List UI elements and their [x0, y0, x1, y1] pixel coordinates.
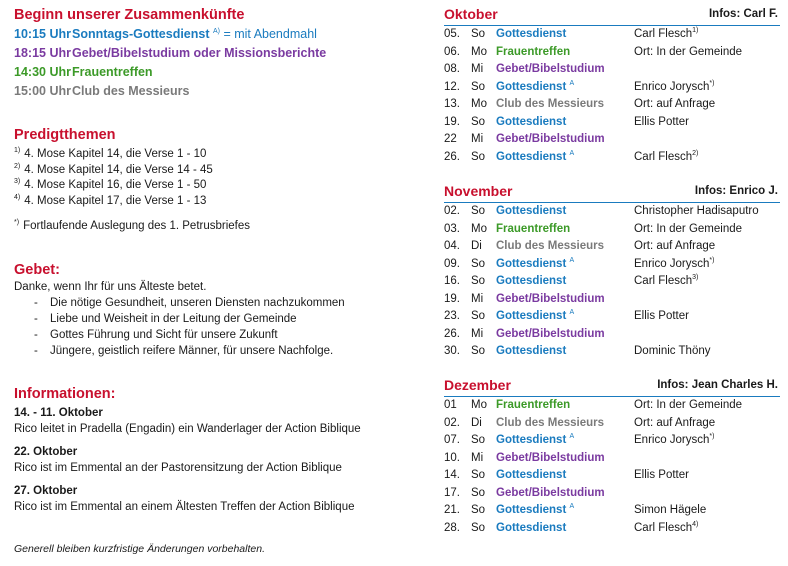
event-row [444, 452, 784, 469]
event-row [444, 258, 784, 275]
prayer-item [34, 329, 278, 341]
event-leader [634, 504, 706, 516]
footer-note: Generell bleiben kurzfristige Änderungen vorbehalten. [14, 543, 265, 555]
event-leader [634, 434, 714, 446]
event-label: Gebet/Bibelstudium [496, 451, 605, 464]
event-name [496, 452, 605, 464]
event-name [496, 223, 570, 235]
event-sup: A [569, 503, 575, 511]
event-date: 26. [444, 327, 460, 340]
event-leader-sup: 3) [692, 274, 699, 282]
event-leader [634, 258, 714, 270]
event-day: So [471, 80, 486, 93]
event-label: Gottesdienst [496, 345, 567, 357]
event-date: 14. [444, 469, 460, 481]
month-header [444, 377, 780, 397]
event-date: 03. [444, 222, 460, 235]
event-label: Gottesdienst [496, 28, 567, 40]
event-row [444, 522, 784, 539]
event-day: Mi [471, 63, 484, 75]
event-leader-name: Ort: In der Gemeinde [634, 399, 743, 411]
meeting-row [14, 65, 153, 79]
event-leader-name: Ellis Potter [634, 469, 689, 481]
event-day: So [471, 486, 486, 499]
event-row [444, 310, 784, 327]
event-name [496, 205, 566, 217]
event-day: Mo [471, 98, 487, 110]
month-name: November [444, 183, 513, 199]
event-label: Gottesdienst [496, 310, 567, 322]
event-name [496, 522, 566, 534]
event-row [444, 133, 784, 150]
prayer-text: Liebe und Weisheit in der Leitung der Gemeinde [50, 313, 297, 325]
event-row [444, 46, 784, 63]
event-date: 09. [444, 257, 460, 270]
event-label: Gottesdienst [496, 257, 567, 270]
prayer-text: Jüngere, geistlich reifere Männer, für unsere Nachfolge. [50, 345, 334, 357]
month-name: Oktober [444, 6, 498, 22]
event-leader [634, 275, 698, 287]
event-leader-name: Ort: auf Anfrage [634, 98, 716, 110]
event-row [444, 399, 784, 416]
event-name [496, 151, 574, 163]
event-row [444, 328, 784, 345]
event-date: 23. [444, 310, 460, 322]
event-leader [634, 81, 714, 93]
meeting-sup: A) [213, 27, 220, 35]
event-leader-name: Ellis Potter [634, 115, 689, 128]
topic-item [14, 179, 206, 191]
event-label: Gottesdienst [496, 521, 567, 534]
event-leader-name: Ellis Potter [634, 310, 689, 322]
event-date: 16. [444, 275, 460, 287]
event-leader-name: Christopher Hadisaputro [634, 205, 759, 217]
event-leader-sup: *) [709, 256, 715, 264]
event-leader [634, 116, 689, 128]
event-date: 13. [444, 98, 460, 110]
prayer-dash: - [34, 329, 38, 341]
event-leader-name: Ort: In der Gemeinde [634, 45, 743, 58]
prayer-text: Die nötige Gesundheit, unseren Diensten nachzukommen [50, 297, 345, 309]
event-date: 28. [444, 521, 460, 534]
event-day: So [471, 504, 486, 516]
event-date: 22 [444, 133, 457, 145]
meeting-row [14, 27, 317, 41]
meeting-time: 10:15 Uhr [14, 27, 71, 41]
topic-item [14, 164, 213, 176]
event-label: Gottesdienst [496, 80, 567, 93]
event-day: Mi [471, 292, 484, 305]
month-name: Dezember [444, 377, 511, 393]
event-leader-name: Ort: In der Gemeinde [634, 222, 743, 235]
event-name [496, 504, 574, 516]
event-leader-name: Carl Flesch [634, 521, 693, 534]
meeting-time: 15:00 Uhr [14, 84, 71, 98]
event-leader [634, 46, 742, 58]
event-name [496, 434, 574, 446]
event-row [444, 151, 784, 168]
event-date: 12. [444, 80, 460, 93]
info-text: Rico ist im Emmental an einem Ältesten Treffen der Action Biblique [14, 501, 355, 513]
event-row [444, 240, 784, 257]
event-leader [634, 310, 689, 322]
prayer-dash: - [34, 345, 38, 357]
event-day: Mo [471, 45, 487, 58]
event-day: So [471, 150, 486, 163]
event-day: So [471, 257, 486, 270]
prayer-dash: - [34, 313, 38, 325]
meetings-title: Beginn unserer Zusammenkünfte [14, 7, 245, 23]
event-leader [634, 399, 742, 411]
event-day: So [471, 28, 486, 40]
event-row [444, 98, 784, 115]
event-leader-name: Simon Hägele [634, 504, 707, 516]
event-date: 17. [444, 486, 460, 499]
event-day: So [471, 521, 486, 534]
event-name [496, 28, 566, 40]
event-date: 19. [444, 292, 460, 305]
event-leader-sup: *) [709, 79, 715, 87]
event-leader [634, 98, 715, 110]
topic-item [14, 195, 206, 207]
topic-text: 4. Mose Kapitel 14, die Verse 1 - 10 [24, 148, 207, 160]
topic-sup: 4) [14, 193, 21, 201]
event-label: Gottesdienst [496, 434, 567, 446]
event-label: Gebet/Bibelstudium [496, 133, 605, 145]
topic-text: 4. Mose Kapitel 16, die Verse 1 - 50 [24, 179, 207, 191]
meeting-name: Frauentreffen [72, 65, 153, 79]
event-day: So [471, 434, 486, 446]
event-day: So [471, 345, 486, 357]
event-row [444, 63, 784, 80]
event-label: Gottesdienst [496, 115, 567, 128]
event-sup: A [569, 79, 575, 87]
event-row [444, 223, 784, 240]
event-label: Gebet/Bibelstudium [496, 63, 605, 75]
meeting-time: 18:15 Uhr [14, 46, 71, 60]
event-row [444, 469, 784, 486]
event-label: Club des Messieurs [496, 240, 605, 252]
info-heading: 27. Oktober [14, 485, 78, 497]
event-date: 21. [444, 504, 460, 516]
event-name [496, 417, 604, 429]
event-label: Gottesdienst [496, 504, 567, 516]
info-heading: 14. - 11. Oktober [14, 407, 103, 419]
info-heading: 22. Oktober [14, 446, 78, 458]
event-name [496, 240, 604, 252]
prayer-text: Gottes Führung und Sicht für unsere Zukunft [50, 329, 278, 341]
event-row [444, 275, 784, 292]
event-date: 04. [444, 240, 460, 252]
event-name [496, 310, 574, 322]
meeting-time: 14:30 Uhr [14, 65, 71, 79]
event-label: Gebet/Bibelstudium [496, 292, 605, 305]
event-row [444, 116, 784, 133]
event-date: 02. [444, 205, 460, 217]
month-header [444, 6, 780, 26]
meeting-note: = mit Abendmahl [220, 27, 317, 41]
event-row [444, 434, 784, 451]
prayer-item [34, 297, 345, 309]
event-leader-name: Enrico Jorysch [634, 257, 710, 270]
event-row [444, 345, 784, 362]
event-date: 30. [444, 345, 460, 357]
topic-text: 4. Mose Kapitel 17, die Verse 1 - 13 [24, 194, 207, 207]
event-row [444, 417, 784, 434]
event-name [496, 46, 570, 58]
event-day: Di [471, 240, 482, 252]
event-name [496, 81, 574, 93]
event-name [496, 345, 566, 357]
month-infos: Infos: Jean Charles H. [657, 379, 778, 391]
event-day: So [471, 115, 486, 128]
event-date: 08. [444, 63, 460, 75]
info-text: Rico leitet in Pradella (Engadin) ein Wanderlager der Action Biblique [14, 423, 361, 435]
prayer-item [34, 313, 297, 325]
event-label: Frauentreffen [496, 45, 571, 58]
event-date: 26. [444, 150, 460, 163]
event-name [496, 469, 566, 481]
event-sup: A [569, 149, 575, 157]
event-day: So [471, 310, 486, 322]
event-label: Gebet/Bibelstudium [496, 486, 605, 499]
event-leader-name: Ort: auf Anfrage [634, 240, 716, 252]
event-name [496, 328, 605, 340]
event-date: 01 [444, 399, 457, 411]
prayer-dash: - [34, 297, 38, 309]
meeting-name: Club des Messieurs [72, 84, 190, 98]
event-name [496, 258, 574, 270]
event-leader [634, 417, 715, 429]
event-row [444, 81, 784, 98]
event-name [496, 293, 605, 305]
event-day: So [471, 205, 486, 217]
month-header [444, 183, 780, 203]
event-leader-name: Carl Flesch [634, 28, 693, 40]
event-name [496, 133, 605, 145]
event-label: Club des Messieurs [496, 416, 605, 429]
event-leader [634, 28, 698, 40]
event-day: Mo [471, 399, 487, 411]
topic-sup: 2) [14, 162, 21, 170]
event-row [444, 28, 784, 45]
event-sup: A [569, 309, 575, 317]
event-day: Mi [471, 133, 484, 145]
month-infos: Infos: Carl F. [708, 8, 778, 20]
event-leader [634, 205, 759, 217]
event-name [496, 487, 605, 499]
event-date: 10. [444, 451, 460, 464]
event-label: Gottesdienst [496, 205, 567, 217]
event-leader [634, 151, 698, 163]
event-date: 19. [444, 115, 460, 128]
event-leader-name: Carl Flesch [634, 150, 693, 163]
event-date: 02. [444, 416, 460, 429]
event-day: Di [471, 416, 482, 429]
event-name [496, 98, 604, 110]
event-leader [634, 522, 698, 534]
event-label: Club des Messieurs [496, 98, 605, 110]
event-date: 06. [444, 45, 460, 58]
event-day: So [471, 469, 486, 481]
event-row [444, 293, 784, 310]
event-day: Mi [471, 451, 484, 464]
event-label: Frauentreffen [496, 222, 571, 235]
event-leader-name: Dominic Thöny [634, 345, 711, 357]
event-leader-name: Ort: auf Anfrage [634, 416, 716, 429]
event-leader [634, 240, 715, 252]
prayer-intro: Danke, wenn Ihr für uns Älteste betet. [14, 281, 207, 293]
event-label: Gottesdienst [496, 469, 567, 481]
event-row [444, 504, 784, 521]
prayer-item [34, 345, 334, 357]
event-leader-sup: 2) [692, 149, 699, 157]
event-label: Gebet/Bibelstudium [496, 327, 605, 340]
meeting-row [14, 46, 326, 60]
topics-title: Predigtthemen [14, 127, 116, 143]
event-name [496, 399, 570, 411]
event-leader-sup: 1) [692, 27, 699, 35]
info-text: Rico ist im Emmental an der Pastorensitzung der Action Biblique [14, 462, 342, 474]
event-sup: A [569, 433, 575, 441]
event-leader-name: Carl Flesch [634, 275, 693, 287]
event-label: Frauentreffen [496, 399, 571, 411]
topic-text: 4. Mose Kapitel 14, die Verse 14 - 45 [24, 163, 213, 176]
topic-sup: 3) [14, 178, 21, 186]
event-leader [634, 345, 711, 357]
event-day: So [471, 275, 486, 287]
meeting-name: Sonntags-Gottesdienst [72, 27, 210, 41]
prayer-title: Gebet: [14, 262, 60, 278]
event-row [444, 487, 784, 504]
topic-sup: 1) [14, 147, 21, 155]
meeting-row [14, 84, 189, 98]
event-leader-sup: 4) [692, 520, 699, 528]
event-leader [634, 223, 742, 235]
topic-item [14, 148, 206, 160]
event-label: Gottesdienst [496, 150, 567, 163]
event-leader-name: Enrico Jorysch [634, 80, 710, 93]
event-name [496, 275, 566, 287]
event-leader [634, 469, 689, 481]
event-row [444, 205, 784, 222]
event-leader-sup: *) [709, 433, 715, 441]
event-day: Mo [471, 222, 487, 235]
event-name [496, 116, 566, 128]
event-sup: A [569, 256, 575, 264]
info-title: Informationen: [14, 386, 116, 402]
event-date: 07. [444, 434, 460, 446]
event-label: Gottesdienst [496, 275, 567, 287]
event-name [496, 63, 605, 75]
event-date: 05. [444, 28, 460, 40]
month-infos: Infos: Enrico J. [694, 185, 778, 197]
meeting-name: Gebet/Bibelstudium oder Missionsberichte [72, 46, 327, 60]
event-day: Mi [471, 327, 484, 340]
event-leader-name: Enrico Jorysch [634, 434, 710, 446]
topic-star-note: *) Fortlaufende Auslegung des 1. Petrusbriefes [14, 219, 251, 232]
